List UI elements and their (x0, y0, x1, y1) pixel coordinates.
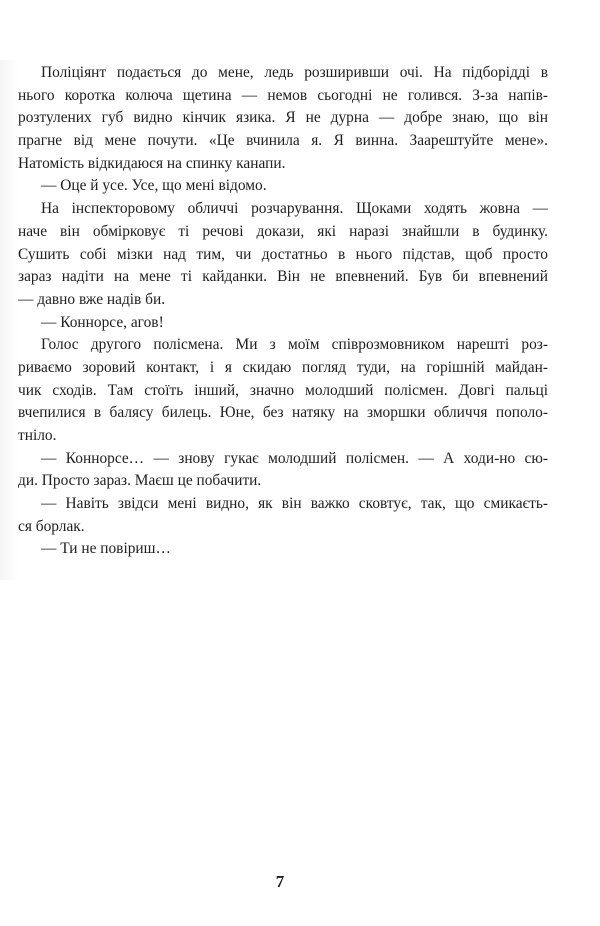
text-line: наче він обмірковує ті речові докази, які наразі знайшли в будинку. (18, 222, 548, 240)
text-line: вчепилися в балясу билець. Юне, без натяку на зморшки обличчя пополо- (18, 404, 548, 422)
text-line: — Навіть звідси мені видно, як він важко сковтує, так, що смикаєть- (41, 495, 548, 513)
text-line: Поліціянт подається до мене, ледь розширивши очі. На підборідді в (41, 64, 548, 81)
scan-edge-shadow (0, 60, 18, 580)
text-line: розтулених губ видно кінчик язика. Я не дурна — добре знаю, що він (18, 109, 548, 127)
text-line: прагне від мене почути. «Це вчинила я. Я винна. Заарештуйте мене». (18, 132, 548, 150)
text-line: На інспекторовому обличчі розчарування. Щоками ходять жовна — (41, 200, 548, 218)
text-line: чик сходів. Там стоїть інший, значно молодший полісмен. Довгі пальці (18, 381, 548, 399)
text-line: Голос другого полісмена. Ми з моїм співрозмовником нарешті роз- (41, 336, 548, 354)
text-line: — Коннорсе, агов! (41, 313, 164, 331)
body-text (18, 62, 548, 561)
text-line: Натомість відкидаюся на спинку канапи. (18, 154, 286, 172)
text-line: — Коннорсе… — знову гукає молодший полісмен. — А ходи-но сю- (41, 449, 548, 467)
text-line: — давно вже надів би. (18, 290, 166, 308)
text-line: ди. Просто зараз. Маєш це побачити. (18, 472, 262, 490)
text-line: нього коротка колюча щетина — немов сьогодні не голився. З-за напів- (18, 86, 548, 104)
text-line: риваємо зоровий контакт, і я скидаю погляд туди, на горішній майдан- (18, 358, 548, 376)
page-number: 7 (275, 872, 285, 891)
text-line: — Ти не повіриш… (41, 540, 171, 558)
text-line: Сушить собі мізки над тим, чи достатньо в нього підстав, щоб просто (18, 245, 548, 263)
text-line: тніло. (18, 427, 57, 444)
text-line: зараз надіти на мене ті кайданки. Він не впевнений. Був би впевнений (18, 268, 548, 286)
text-line: ся борлак. (18, 517, 85, 535)
text-line: — Оце й усе. Усе, що мені відомо. (41, 177, 267, 195)
